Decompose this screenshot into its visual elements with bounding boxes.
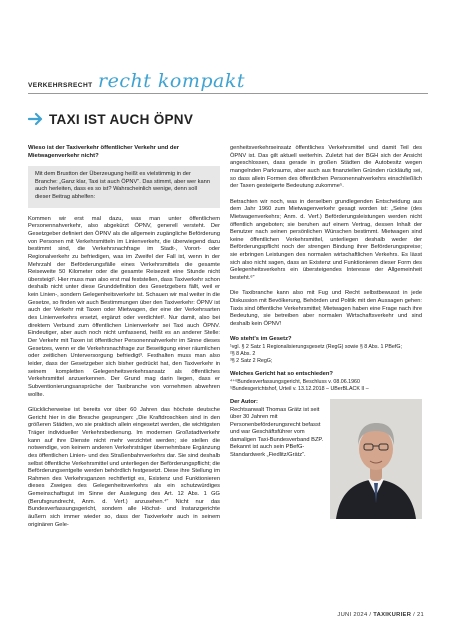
header-divider: [28, 93, 428, 94]
left-column: [28, 145, 220, 537]
law-references: [230, 336, 422, 365]
author-bio: [230, 399, 328, 519]
page-footer: JUNI 2024 / TAXIKURIER / 21: [337, 612, 424, 618]
arrow-right-icon: [28, 112, 44, 126]
footnote: ²§ 8 Abs. 2: [230, 351, 256, 358]
body-paragraph: Betrachten wir noch, was in derselben grundlegenden Entscheidung aus dem Jahr 1960 zum Mietwagenverkehr gesagt worden ist: „Seine (des Mietwagenverkehrs; Anm. d. Verf.) Beförderungsleistungen werden nicht öffentlich angeboten; sie beruhen auf einem Vertrag, dessen Inhalt der Benutzer nach seinen persönlichen Wünschen bestimmt. Mietwagen sind keine öffentlichen Verkehrsmittel, unterliegen deshalb weder der Beförderungspflicht noch der strengen Bindung ihrer Beförderungspreise; sie erbringen Leistungen des normalen wirtschaftlichen Verkehrs. Es lässt sich also nicht sagen, dass an Existenz und Funktionieren dieser Form des Gelegenheitsverkehrs ein übersteigendes Interesse der Allgemeinheit besteht.⁶“: [230, 198, 422, 282]
body-paragraph: Die Taxibranche kann also mit Fug und Recht selbstbewusst in jede Diskussion mit Bevölkerung, Behörden und Politik mit den Aussagen gehen: Taxis sind öffentliche Verkehrsmittel; Mietwagen haben eine Frage nach ihre Bedeutung, sie betreiben aber normalen Wirtschaftsverkehr und sind deshalb kein ÖPNV!: [230, 290, 422, 327]
footnote: ¹vgl. § 2 Satz 1 Regionalisierungsgesetz (RegG) sowie § 8 Abs. 1 PBefG;: [230, 343, 402, 350]
author-description: Rechtsanwalt Thomas Grätz ist seit über 30 Jahren mit Personenbeförderungsrecht befasst und war Geschäftsführer vom damaligen Taxi-Bundesverband BZP. Bekannt ist auch sein PBefG-Standardwerk „Fiedlitz/Grätz“.: [230, 406, 324, 458]
section-header: [28, 70, 428, 94]
author-box: [230, 399, 422, 519]
article-title: TAXI IST AUCH ÖPNV: [49, 111, 194, 127]
footer-magazine: TAXIKURIER: [373, 612, 412, 618]
article-title-row: [28, 109, 193, 129]
footnote: ³§ 2 Satz 2 RegG;: [230, 358, 273, 365]
author-label: Der Autor:: [230, 399, 258, 406]
right-column: [230, 145, 422, 519]
section-label: VERKEHRSRECHT: [28, 82, 93, 89]
body-paragraph: genheitsverkehrseinsatz öffentliches Verkehrsmittel und damit Teil des ÖPNV ist. Das gilt aktuell weiterhin. Zuletzt hat der BGH sich der Ansicht angeschlossen, dass gerade in großen Städten die Autobesitz wegen mangelnden Parkraums, aber auch aus finanziellen Gründen rückläufig sei, so dass allein Formen des öffentlichen Personennahverkehrs einschließlich der Taxen gesteigerte Bedeutung zukomme⁵.: [230, 145, 422, 190]
footnote: ⁵Bundesgerichtshof, Urteil v. 13.12.2018 – UBerBLACK II –: [230, 386, 369, 393]
page-number: 21: [416, 612, 424, 618]
portrait-photo: [330, 399, 422, 519]
court-references: [230, 371, 422, 393]
footnote: ⁴⁺⁶Bundesverfassungsgericht, Beschluss v. 08.06.1960: [230, 379, 360, 386]
law-heading: Wo steht's im Gesetz?: [230, 336, 292, 343]
body-paragraph: Glücklicherweise ist bereits vor über 60 Jahren das höchste deutsche Gericht hier in die Bresche gesprungen: „Die Kraftdroschken sind in den größeren Städten, wo sie praktisch allein eingesetzt werden, die wichtigsten Träger individueller Verkehrsbedienung. Im modernen Großstadtverkehr kann auf ihre Dienste nicht mehr verzichtet werden; sie stellen die notwendige, von keinem anderen Verkehrsträger übernehmbare Ergänzung des öffentlichen Linien- und des Straßenbahnverkehrs dar. Sie sind deshalb selbst öffentliche Verkehrsmittel und unterliegen der Beförderungspflicht; die Beförderungsentgelte werden behördlich festgesetzt. Diese ihre Stellung im Rahmen des Verkehrsganzen rechtfertigt es, Existenz und Funktionieren dieses Zweiges des Gelegenheitsverkehrs als ein schutzwürdiges Gemeinschaftsgut im Sinne der Auslegung des Art. 12 Abs. 1 GG (Berufsgrundrecht, Anm. d. Verf.) anzusehen.⁴“ Nicht nur das Bundesverfassungsgericht, sondern alle Höchst- und Instanzgerichte äußern sich immer wieder so, dass der Taxiverkehr auch in seinem originären Gele-: [28, 406, 220, 528]
author-photo: [330, 399, 422, 519]
court-heading: Welches Gericht hat so entschieden?: [230, 371, 333, 378]
lead-question: Wieso ist der Taxiverkehr öffentlicher Verkehr und der Mietwagenverkehr nicht?: [28, 145, 180, 159]
body-paragraph: Kommen wir erst mal dazu, was man unter öffentlichem Personennahverkehr, also abgekürzt ÖPNV, generell versteht. Der Gesetzgeber definiert den ÖPNV als die allgemein zugängliche Beförderung von Personen mit Verkehrsmitteln im Linienverkehr, die überwiegend dazu bestimmt sind, die Verkehrsnachfrage im Stadt-, Vorort- oder Regionalverkehr zu befriedigen, was im Zweifel der Fall ist, wenn in der Mehrzahl der Beförderungsfälle eines Verkehrsmittels die gesamte Reiseweite 50 Kilometer oder die gesamte Reisezeit eine Stunde nicht übersteigt¹. Hier muss man also erst mal feststellen, dass Taxiverkehr schon deshalb nicht unter diese Grunddefinition des Gesetzgebers fällt, weil er kein Linien-, sondern Gelegenheitsverkehr ist. Schauen wir mal weiter in die Gesetze, so finden wir auch Bestimmungen über den Taxiverkehr: ÖPNV ist auch der Verkehr mit Taxen oder Mietwagen, der eine der Verkehrsarten des Linienverkehrs ersetzt, ergänzt oder verdichtet². Nur damit, also bei direktem Verbund zum öffentlichen Linienverkehr sei Taxi auch ÖPNV. Eindeutiger, aber auch noch nicht umfassend, heißt es an anderer Stelle: Der Verkehr mit Taxen ist öffentlicher Personennahverkehr im Sinne dieses Gesetzes, wenn er die Verkehrsnachfrage zur Beseitigung einer räumlichen oder zeitlichen Unterversorgung befriedigt³. Festhalten muss man also leider, dass der Gesetzgeber sich bisher gedrückt hat, den Taxiverkehr in seinem kompletten Gelegenheitsverkehrsansatz als öffentliches Verkehrsmittel anzuerkennen. Der Grund mag darin liegen, dass er Subventionierungsansprüche der Taxibranche von vornehmen abwehren wollte.: [28, 215, 220, 398]
footer-issue: JUNI 2024: [337, 612, 368, 618]
section-script-title: recht kompakt: [98, 70, 245, 92]
lead-box: Mit dem Brustton der Überzeugung heißt es vielstimmig in der Branche: „Ganz klar, Taxi ist auch ÖPNV“. Das stimmt, aber wer kann auch herleiten, dass es so ist? Wahrscheinlich wenige, denn soll dieser Beitrag abhelfen:: [28, 166, 220, 207]
